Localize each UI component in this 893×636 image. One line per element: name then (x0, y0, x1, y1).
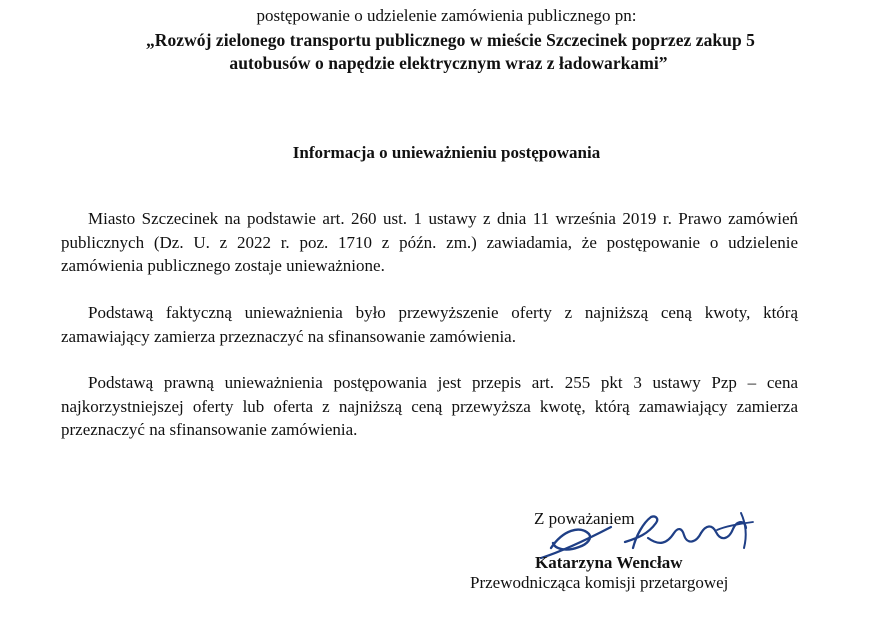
procedure-intro: postępowanie o udzielenie zamówienia publicznego pn: (256, 6, 637, 25)
document-heading: Informacja o unieważnieniu postępowania (292, 143, 601, 162)
paragraph-legal-ground: Podstawą prawną unieważnienia postępowania jest przepis art. 255 pkt 3 ustawy Pzp – cena najkorzystniejszej oferty lub oferta z najniższą ceną przewyższa kwotę, którą zamawiający zamierza przeznaczyć na sfinansowanie zamówienia. (61, 373, 798, 439)
signer-role: Przewodnicząca komisji przetargowej (470, 573, 729, 592)
procedure-title-line-1: „Rozwój zielonego transportu publicznego w mieście Szczecinek poprzez zakup 5 (146, 30, 755, 50)
closing-phrase: Z poważaniem (534, 509, 635, 528)
paragraph-legal-basis: Miasto Szczecinek na podstawie art. 260 ust. 1 ustawy z dnia 11 września 2019 r. Prawo zamówień publicznych (Dz. U. z 2022 r. poz. 1710 z późn. zm.) zawiadamia, że postępowanie o udzielenie zamówienia publicznego zostaje unieważnione. (61, 209, 798, 275)
procedure-title-line-2: autobusów o napędzie elektrycznym wraz z ładowarkami” (229, 53, 668, 73)
signer-name: Katarzyna Wencław (535, 553, 683, 572)
paragraph-factual-basis: Podstawą faktyczną unieważnienia było przewyższenie oferty z najniższą ceną kwoty, którą zamawiający zamierza przeznaczyć na sfinansowanie zamówienia. (61, 303, 798, 346)
